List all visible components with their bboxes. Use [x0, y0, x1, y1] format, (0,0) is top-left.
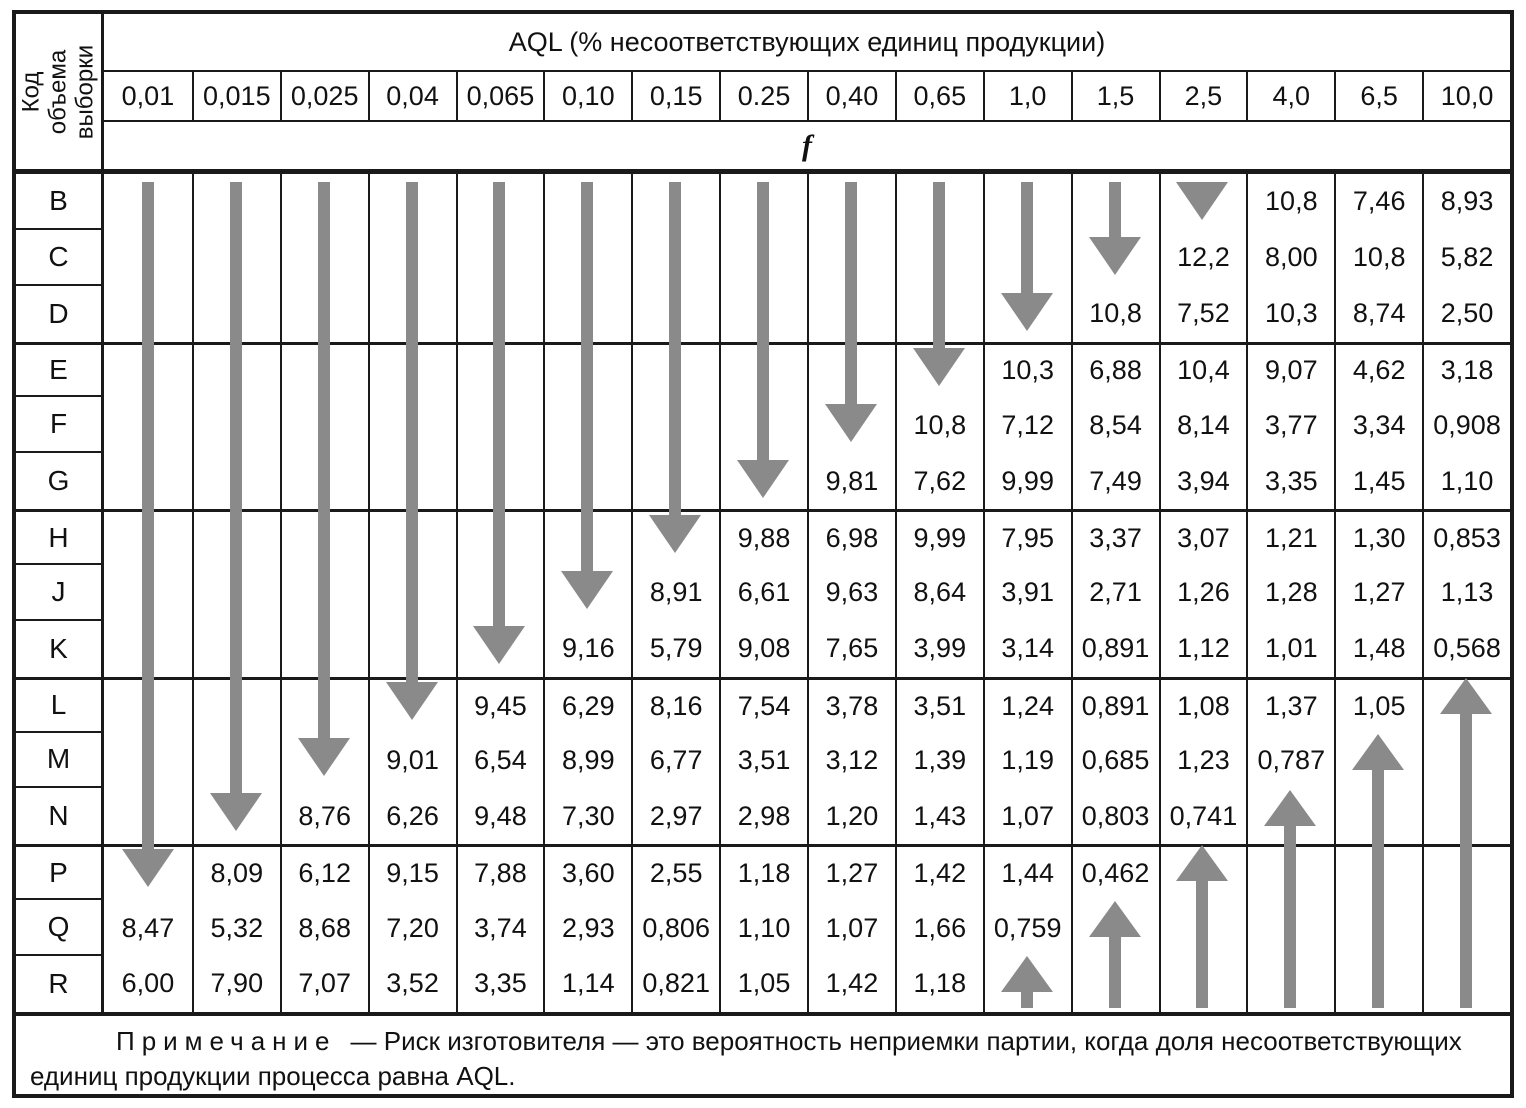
table-cell — [631, 230, 719, 286]
note-text: — Риск изготовителя — это вероятность неприемки партии, когда доля несоответствующих единиц продукции процесса равна AQL. — [30, 1025, 1462, 1091]
table-cell — [192, 174, 280, 230]
column-header: 4,0 — [1246, 72, 1334, 120]
table-cell — [719, 174, 807, 230]
table-cell: 9,48 — [456, 788, 544, 844]
table-cell — [280, 286, 368, 342]
table-cell — [543, 397, 631, 453]
table-cell: 3,52 — [368, 956, 456, 1012]
table-cell — [1422, 733, 1510, 789]
table-cell: 10,3 — [983, 342, 1071, 398]
table-cell: 9,63 — [807, 565, 895, 621]
table-cell: 0,806 — [631, 900, 719, 956]
table-cell: 3,94 — [1159, 453, 1247, 509]
table-cell — [368, 342, 456, 398]
row-label: Q — [16, 900, 104, 956]
table-cell — [1422, 788, 1510, 844]
table-cell — [368, 174, 456, 230]
table-cell: 0,853 — [1422, 509, 1510, 565]
table-cell — [456, 230, 544, 286]
table-cell: 1,21 — [1246, 509, 1334, 565]
column-header: 0,40 — [807, 72, 895, 120]
table-cell — [104, 565, 192, 621]
table-cell: 1,05 — [1334, 677, 1422, 733]
table-cell: 7,12 — [983, 397, 1071, 453]
table-cell — [983, 174, 1071, 230]
row-code-header-cell — [16, 14, 104, 169]
table-header — [16, 14, 1510, 174]
table-cell: 1,48 — [1334, 621, 1422, 677]
table-cell: 8,54 — [1071, 397, 1159, 453]
table-cell — [104, 397, 192, 453]
table-cell — [543, 342, 631, 398]
table-cell: 8,16 — [631, 677, 719, 733]
column-header: 2,5 — [1159, 72, 1247, 120]
table-cell: 2,71 — [1071, 565, 1159, 621]
table-cell — [807, 230, 895, 286]
table-cell — [983, 286, 1071, 342]
table-cell: 2,97 — [631, 788, 719, 844]
column-header: 0,15 — [631, 72, 719, 120]
table-cell: 10,8 — [1246, 174, 1334, 230]
table-cell — [104, 733, 192, 789]
table-cell — [1159, 174, 1247, 230]
table-cell: 1,10 — [719, 900, 807, 956]
table-cell — [1246, 788, 1334, 844]
table-cell — [104, 677, 192, 733]
table-cell — [456, 453, 544, 509]
row-label: L — [16, 677, 104, 733]
table-cell — [631, 342, 719, 398]
table-cell — [456, 286, 544, 342]
table-cell: 9,15 — [368, 844, 456, 900]
table-cell: 3,18 — [1422, 342, 1510, 398]
table-cell: 7,62 — [895, 453, 983, 509]
table-cell: 1,07 — [807, 900, 895, 956]
table-cell — [1159, 956, 1247, 1012]
table-cell: 9,81 — [807, 453, 895, 509]
table-cell — [807, 174, 895, 230]
table-cell: 1,10 — [1422, 453, 1510, 509]
row-label: P — [16, 844, 104, 900]
table-cell — [368, 621, 456, 677]
table-cell — [807, 397, 895, 453]
table-cell: 10,4 — [1159, 342, 1247, 398]
table-cell: 6,98 — [807, 509, 895, 565]
table-cell — [192, 397, 280, 453]
table-cell — [1334, 956, 1422, 1012]
table-cell: 3,14 — [983, 621, 1071, 677]
table-cell: 6,12 — [280, 844, 368, 900]
table-cell: 3,35 — [1246, 453, 1334, 509]
table-cell — [104, 621, 192, 677]
table-cell — [1071, 956, 1159, 1012]
table-cell: 0,891 — [1071, 677, 1159, 733]
table-cell: 1,45 — [1334, 453, 1422, 509]
table-cell — [104, 286, 192, 342]
table-cell — [280, 397, 368, 453]
table-cell — [1422, 900, 1510, 956]
table-cell: 3,99 — [895, 621, 983, 677]
table-cell — [280, 509, 368, 565]
table-cell: 0,821 — [631, 956, 719, 1012]
table-body — [16, 174, 1510, 1016]
table-cell — [280, 230, 368, 286]
table-cell: 1,24 — [983, 677, 1071, 733]
table-cell — [1159, 844, 1247, 900]
table-cell — [983, 230, 1071, 286]
table-cell — [192, 453, 280, 509]
table-cell: 8,76 — [280, 788, 368, 844]
table-cell: 7,46 — [1334, 174, 1422, 230]
table-cell: 5,32 — [192, 900, 280, 956]
table-cell — [631, 397, 719, 453]
table-cell: 3,37 — [1071, 509, 1159, 565]
table-cell: 8,91 — [631, 565, 719, 621]
table-cell: 9,07 — [1246, 342, 1334, 398]
table-cell: 10,8 — [1334, 230, 1422, 286]
table-cell — [192, 230, 280, 286]
table-cell: 1,12 — [1159, 621, 1247, 677]
table-cell: 12,2 — [1159, 230, 1247, 286]
table-cell — [1334, 788, 1422, 844]
table-cell: 8,09 — [192, 844, 280, 900]
table-cell — [192, 788, 280, 844]
row-label: J — [16, 565, 104, 621]
column-header: 0,65 — [895, 72, 983, 120]
table-cell: 9,88 — [719, 509, 807, 565]
table-cell: 3,74 — [456, 900, 544, 956]
table-cell: 0,908 — [1422, 397, 1510, 453]
table-cell: 3,35 — [456, 956, 544, 1012]
table-cell: 9,99 — [983, 453, 1071, 509]
table-cell — [543, 174, 631, 230]
table-cell: 1,37 — [1246, 677, 1334, 733]
table-cell: 10,3 — [1246, 286, 1334, 342]
table-cell: 7,90 — [192, 956, 280, 1012]
table-cell: 0,462 — [1071, 844, 1159, 900]
table-cell — [280, 342, 368, 398]
table-cell — [456, 174, 544, 230]
table-cell — [280, 565, 368, 621]
table-cell: 5,79 — [631, 621, 719, 677]
table-cell — [807, 286, 895, 342]
note-label: Примечание — [116, 1025, 337, 1056]
row-label: N — [16, 788, 104, 844]
table-cell — [1334, 733, 1422, 789]
table-cell — [104, 230, 192, 286]
table-cell — [1422, 956, 1510, 1012]
table-cell — [1334, 900, 1422, 956]
table-cell: 2,55 — [631, 844, 719, 900]
table-cell: 3,51 — [895, 677, 983, 733]
table-cell: 3,60 — [543, 844, 631, 900]
table-cell: 7,95 — [983, 509, 1071, 565]
table-cell — [631, 453, 719, 509]
table-cell: 0,685 — [1071, 733, 1159, 789]
table-cell — [280, 733, 368, 789]
table-cell — [192, 342, 280, 398]
table-cell: 4,62 — [1334, 342, 1422, 398]
table-cell: 1,01 — [1246, 621, 1334, 677]
table-cell: 1,13 — [1422, 565, 1510, 621]
table-cell — [192, 621, 280, 677]
table-cell — [719, 397, 807, 453]
table-cell: 0,803 — [1071, 788, 1159, 844]
table-cell: 1,26 — [1159, 565, 1247, 621]
table-cell: 8,14 — [1159, 397, 1247, 453]
table-cell: 1,42 — [895, 844, 983, 900]
table-cell — [895, 286, 983, 342]
table-cell — [719, 342, 807, 398]
table-cell: 8,47 — [121, 912, 175, 943]
table-cell: 2,98 — [719, 788, 807, 844]
table-cell — [280, 621, 368, 677]
table-cell — [192, 677, 280, 733]
table-cell: 3,91 — [983, 565, 1071, 621]
table-cell — [983, 956, 1071, 1012]
table-cell: 3,34 — [1334, 397, 1422, 453]
table-cell — [368, 565, 456, 621]
table-cell — [1246, 956, 1334, 1012]
table-cell — [807, 342, 895, 398]
table-cell: 1,05 — [719, 956, 807, 1012]
table-cell: 0,759 — [983, 900, 1071, 956]
table-cell: 10,8 — [1071, 286, 1159, 342]
table-cell — [192, 286, 280, 342]
column-header: 0,065 — [456, 72, 544, 120]
row-label: R — [16, 956, 104, 1012]
table-cell: 8,93 — [1422, 174, 1510, 230]
row-label: M — [16, 733, 104, 789]
column-header: 1,5 — [1071, 72, 1159, 120]
table-cell: 6,61 — [719, 565, 807, 621]
table-cell: 6,26 — [368, 788, 456, 844]
column-header: 0,10 — [543, 72, 631, 120]
table-cell — [456, 565, 544, 621]
table-cell — [543, 230, 631, 286]
table-cell: 2,93 — [543, 900, 631, 956]
row-label: B — [16, 174, 104, 230]
table-cell — [631, 174, 719, 230]
table-cell: 0,568 — [1422, 621, 1510, 677]
table-cell: 6,54 — [456, 733, 544, 789]
row-label: H — [16, 509, 104, 565]
table-cell — [543, 286, 631, 342]
table-cell — [280, 453, 368, 509]
row-label: C — [16, 230, 104, 286]
table-cell: 0,891 — [1071, 621, 1159, 677]
column-header: 0,015 — [192, 72, 280, 120]
table-cell — [1071, 230, 1159, 286]
table-cell: 7,49 — [1071, 453, 1159, 509]
table-cell: 1,18 — [895, 956, 983, 1012]
table-cell — [1246, 900, 1334, 956]
table-cell — [104, 509, 192, 565]
table-cell — [631, 509, 719, 565]
table-cell — [104, 174, 192, 230]
table-cell: 3,12 — [807, 733, 895, 789]
table-cell — [104, 342, 192, 398]
table-cell — [719, 230, 807, 286]
table-cell — [1071, 900, 1159, 956]
table-cell — [368, 286, 456, 342]
f-subheader-label: f — [802, 128, 812, 162]
table-cell: 1,07 — [983, 788, 1071, 844]
table-cell: 9,99 — [895, 509, 983, 565]
table-cell: 1,27 — [1334, 565, 1422, 621]
table-cell: 8,64 — [895, 565, 983, 621]
table-cell: 1,44 — [983, 844, 1071, 900]
table-cell: 1,08 — [1159, 677, 1247, 733]
table-cell — [895, 342, 983, 398]
table-cell — [368, 397, 456, 453]
table-cell: 3,77 — [1246, 397, 1334, 453]
table-cell — [895, 230, 983, 286]
table-cell: 3,78 — [807, 677, 895, 733]
aql-header-area — [104, 14, 1510, 169]
column-header: 0,025 — [280, 72, 368, 120]
table-cell — [368, 230, 456, 286]
column-header: 6,5 — [1334, 72, 1422, 120]
table-cell: 1,30 — [1334, 509, 1422, 565]
row-label: K — [16, 621, 104, 677]
column-header: 0,04 — [368, 72, 456, 120]
aql-title: AQL (% несоответствующих единиц продукции) — [104, 14, 1510, 72]
table-cell — [543, 565, 631, 621]
table-cell: 7,30 — [543, 788, 631, 844]
table-cell: 1,28 — [1246, 565, 1334, 621]
table-cell — [543, 453, 631, 509]
table-cell: 2,50 — [1422, 286, 1510, 342]
column-header: 10,0 — [1422, 72, 1510, 120]
table-cell: 3,51 — [719, 733, 807, 789]
table-cell: 5,82 — [1422, 230, 1510, 286]
table-cell — [104, 453, 192, 509]
table-cell: 8,99 — [543, 733, 631, 789]
table-cell — [895, 174, 983, 230]
table-cell — [631, 286, 719, 342]
table-cell — [543, 509, 631, 565]
table-cell: 7,54 — [719, 677, 807, 733]
table-cell: 9,16 — [543, 621, 631, 677]
table-cell: 9,08 — [719, 621, 807, 677]
table-cell: 3,07 — [1159, 509, 1247, 565]
table-cell: 10,8 — [895, 397, 983, 453]
table-cell — [192, 733, 280, 789]
table-cell: 7,88 — [456, 844, 544, 900]
table-cell: 9,01 — [368, 733, 456, 789]
table-cell: 7,65 — [807, 621, 895, 677]
table-cell: 1,66 — [895, 900, 983, 956]
table-cell: 6,00 — [121, 968, 175, 999]
table-cell: 1,23 — [1159, 733, 1247, 789]
table-cell — [719, 453, 807, 509]
table-cell — [192, 509, 280, 565]
table-cell: 1,39 — [895, 733, 983, 789]
row-label: E — [16, 342, 104, 398]
table-cell: 9,45 — [456, 677, 544, 733]
table-cell: 0,787 — [1246, 733, 1334, 789]
table-cell: 7,52 — [1159, 286, 1247, 342]
table-cell — [368, 453, 456, 509]
column-header-row — [104, 72, 1510, 122]
table-cell — [368, 677, 456, 733]
table-cell — [456, 509, 544, 565]
table-cell — [1246, 844, 1334, 900]
table-cell: 1,19 — [983, 733, 1071, 789]
table-cell: 1,27 — [807, 844, 895, 900]
table-cell: 1,14 — [543, 956, 631, 1012]
table-cell — [1334, 844, 1422, 900]
table-cell: 6,77 — [631, 733, 719, 789]
table-cell — [280, 174, 368, 230]
table-cell: 6,29 — [543, 677, 631, 733]
table-cell: 0,741 — [1159, 788, 1247, 844]
table-cell — [456, 397, 544, 453]
table-cell: 6,88 — [1071, 342, 1159, 398]
table-cell — [1159, 900, 1247, 956]
table-cell: 8,68 — [280, 900, 368, 956]
table-cell — [1422, 677, 1510, 733]
note — [16, 1016, 1510, 1094]
table-cell: 7,07 — [280, 956, 368, 1012]
column-header: 0.25 — [719, 72, 807, 120]
table-cell: 7,20 — [368, 900, 456, 956]
table-cell — [1071, 174, 1159, 230]
table-cell — [280, 677, 368, 733]
table-cell: 8,74 — [1334, 286, 1422, 342]
table-cell — [104, 844, 192, 900]
table-cell: 1,20 — [807, 788, 895, 844]
table-cell — [368, 509, 456, 565]
row-label: F — [16, 397, 104, 453]
f-subheader-row — [104, 122, 1510, 169]
table-cell — [1422, 844, 1510, 900]
table-cell — [456, 342, 544, 398]
table-cell — [456, 621, 544, 677]
table-cell — [104, 788, 192, 844]
table-cell: 1,43 — [895, 788, 983, 844]
table-cell — [719, 286, 807, 342]
table-cell: 1,42 — [807, 956, 895, 1012]
column-header: 0,01 — [121, 80, 175, 111]
table-cell — [192, 565, 280, 621]
table-cell: 1,18 — [719, 844, 807, 900]
row-code-header-label: Код объема выборки — [17, 44, 98, 139]
row-label: D — [16, 286, 104, 342]
row-label: G — [16, 453, 104, 509]
table-cell: 8,00 — [1246, 230, 1334, 286]
column-header: 1,0 — [983, 72, 1071, 120]
table-frame — [12, 10, 1514, 1098]
